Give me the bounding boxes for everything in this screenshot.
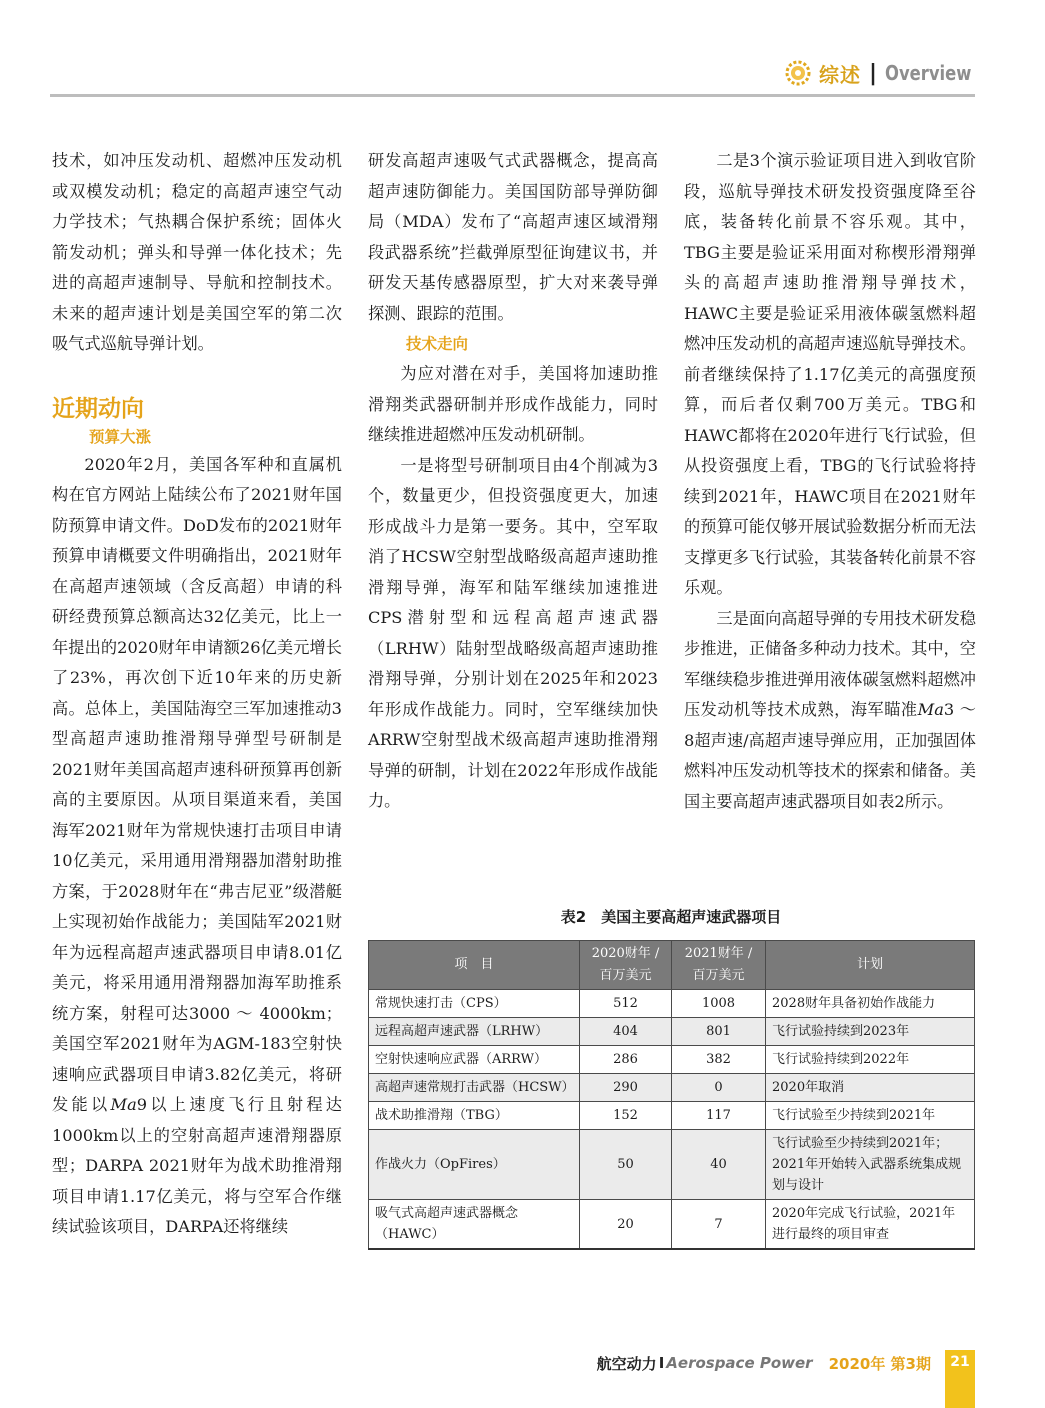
section-title: 综述 (818, 62, 861, 87)
table-row (369, 1018, 975, 1046)
cell-plan: 2028财年具备初始作战能力 (766, 990, 975, 1018)
table-row (369, 1074, 975, 1102)
table-header-row (369, 941, 975, 990)
cell-fy2021: 117 (672, 1102, 766, 1130)
gear-icon (785, 60, 811, 86)
header-fy2020: 2020财年 / 百万美元 (580, 941, 672, 990)
section-title-en: Overview (885, 61, 972, 85)
header-rule (50, 94, 975, 97)
cell-fy2020: 152 (580, 1102, 672, 1130)
paragraph: 2020年2月，美国各军种和直属机构在官方网站上陆续公布了2021财年国防预算申请文件。DoD发布的2021财年预算申请概要文件明确指出，2021财年在高超声速领域（含反高超）申请的科研经费预算总额高达32亿美元，比上一年提出的2020财年申请额26亿美元增长了23%，再次创下近10年来的历史新高。总体上，美国陆海空三军加速推动3型高超声速助推滑翔导弹型号研制是2021财年美国高超声速科研预算再创新高的主要原因。从项目渠道来看，美国海军2021财年为常规快速打击项目申请10亿美元，采用通用滑翔器加潜射助推方案，于2028财年在“弗吉尼亚”级潜艇上实现初始作战能力；美国陆军2021财年为远程高超声速武器项目申请8.01亿美元，将采用通用滑翔器加海军助推系统方案，射程可达3000 ～ 4000km；美国空军2021财年为AGM-183空射快速响应武器项目申请3.82亿美元，将研发能以Ma9以上速度飞行且射程达1000km以上的空射高超声速滑翔器原型；DARPA 2021财年为战术助推滑翔项目申请1.17亿美元，将与空军合作继续试验该项目，DARPA还将继续 (52, 454, 342, 1236)
footer-separator: I (658, 1354, 665, 1372)
column-1 (52, 146, 342, 1243)
cell-plan: 2020年完成飞行试验，2021年进行最终的项目审查 (766, 1200, 975, 1250)
cell-project: 常规快速打击（CPS） (369, 990, 580, 1018)
cell-fy2020: 20 (580, 1200, 672, 1250)
column-3 (684, 146, 976, 817)
cell-plan: 飞行试验至少持续到2021年 (766, 1102, 975, 1130)
paragraph: 为应对潜在对手，美国将加速助推滑翔类武器研制并形成作战能力，同时继续推进超燃冲压发动机研制。 (368, 364, 658, 444)
cell-project: 空射快速响应武器（ARRW） (369, 1046, 580, 1074)
cell-fy2021: 1008 (672, 990, 766, 1018)
paragraph: 技术，如冲压发动机、超燃冲压发动机或双模发动机；稳定的高超声速空气动力学技术；气热耦合保护系统；固体火箭发动机；弹头和导弹一体化技术；先进的高超声速制导、导航和控制技术。未来的超声速计划是美国空军的第二次吸气式巡航导弹计划。 (52, 151, 342, 353)
table-row (369, 1130, 975, 1200)
cell-fy2020: 290 (580, 1074, 672, 1102)
header-fy2021: 2021财年 / 百万美元 (672, 941, 766, 990)
cell-project: 作战火力（OpFires） (369, 1130, 580, 1200)
cell-fy2020: 512 (580, 990, 672, 1018)
page-footer (597, 1350, 975, 1376)
cell-plan: 飞行试验持续到2023年 (766, 1018, 975, 1046)
cell-fy2021: 40 (672, 1130, 766, 1200)
cell-project: 吸气式高超声速武器概念（HAWC） (369, 1200, 580, 1250)
cell-fy2020: 404 (580, 1018, 672, 1046)
cell-project: 战术助推滑翔（TBG） (369, 1102, 580, 1130)
cell-project: 高超声速常规打击武器（HCSW） (369, 1074, 580, 1102)
paragraph: 二是3个演示验证项目进入到收官阶段，巡航导弹技术研发投资强度降至谷底，装备转化前景不容乐观。其中，TBG主要是验证采用面对称楔形滑翔弹头的高超声速助推滑翔导弹技术，HAWC主要是验证采用液体碳氢燃料超燃冲压发动机的高超声速巡航导弹技术。前者继续保持了1.17亿美元的高强度预算，而后者仅剩700万美元。TBG和HAWC都将在2020年进行飞行试验，但从投资强度上看，TBG的飞行试验将持续到2021年，HAWC项目在2021财年的预算可能仅够开展试验数据分析而无法支撑更多飞行试验，其装备转化前景不容乐观。 (684, 151, 976, 597)
cell-plan: 2020年取消 (766, 1074, 975, 1102)
journal-name-en: Aerospace Power (666, 1354, 813, 1372)
cell-fy2021: 801 (672, 1018, 766, 1046)
paragraph: 一是将型号研制项目由4个削减为3个，数量更少，但投资强度更大，加速形成战斗力是第一要务。其中，空军取消了HCSW空射型战略级高超声速助推滑翔导弹，海军和陆军继续加速推进CPS潜射型和远程高超声速武器（LRHW）陆射型战略级高超声速助推滑翔导弹，分别计划在2025年和2023年形成作战能力。同时，空军继续加快ARRW空射型战术级高超声速助推滑翔导弹的研制，计划在2022年形成作战能力。 (368, 455, 658, 810)
subsection-heading: 预算大涨 (89, 427, 152, 446)
table-row (369, 1102, 975, 1130)
subsection-heading: 技术走向 (406, 335, 469, 353)
cell-project: 远程高超声速武器（LRHW） (369, 1018, 580, 1046)
header-project: 项 目 (369, 941, 580, 990)
header-divider: | (868, 60, 877, 86)
cell-fy2020: 286 (580, 1046, 672, 1074)
cell-fy2020: 50 (580, 1130, 672, 1200)
cell-fy2021: 382 (672, 1046, 766, 1074)
cell-plan: 飞行试验至少持续到2021年；2021年开始转入武器系统集成规划与设计 (766, 1130, 975, 1200)
header-plan: 计划 (766, 941, 975, 990)
paragraph: 三是面向高超导弹的专用技术研发稳步推进，正储备多种动力技术。其中，空军继续稳步推进弹用液体碳氢燃料超燃冲压发动机等技术成熟，海军瞄准Ma3 ～ 8超声速/高超声速导弹应用，正加强固体燃料冲压发动机等技术的探索和储备。美国主要高超声速武器项目如表2所示。 (684, 608, 976, 811)
page-header (785, 58, 975, 88)
column-2 (368, 146, 658, 817)
cell-fy2021: 0 (672, 1074, 766, 1102)
weapons-table (368, 940, 975, 1250)
table-row (369, 1046, 975, 1074)
page-number: 21 (945, 1350, 975, 1408)
journal-name: 航空动力 (596, 1354, 657, 1373)
section-heading: 近期动向 (52, 395, 144, 422)
paragraph: 研发高超声速吸气式武器概念，提高高超声速防御能力。美国国防部导弹防御局（MDA）发布了“高超声速区域滑翔段武器系统”拦截弹原型征询建议书，并研发天基传感器原型，扩大对来袭导弹探测、跟踪的范围。 (368, 151, 658, 323)
table-row (369, 1200, 975, 1250)
cell-plan: 飞行试验持续到2022年 (766, 1046, 975, 1074)
table-row (369, 990, 975, 1018)
cell-fy2021: 7 (672, 1200, 766, 1250)
table-caption: 表2 美国主要高超声速武器项目 (560, 908, 782, 926)
issue-label: 2020年 第3期 (828, 1354, 931, 1373)
